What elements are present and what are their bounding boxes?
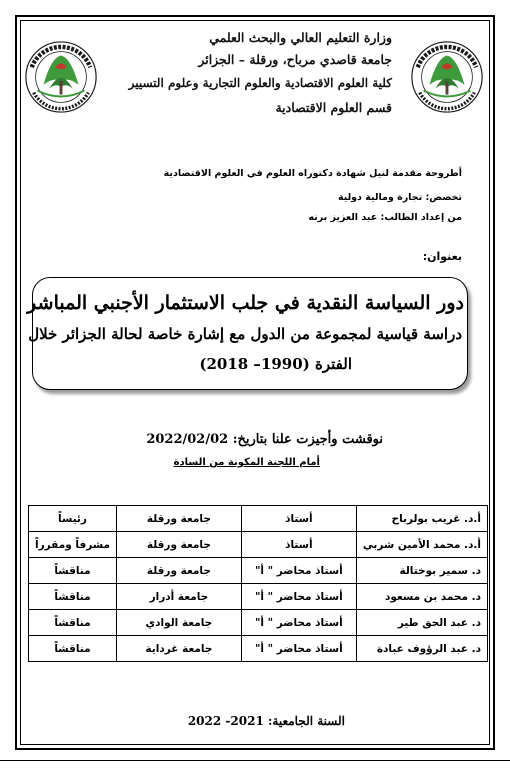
defense-date: نوقشت وأجيزت علنا بتاريخ: 2022/02/02 <box>146 432 383 447</box>
jury-university: جامعة ورقلة <box>116 558 241 584</box>
jury-name: د. عبد الرؤوف عبادة <box>356 636 487 662</box>
jury-rank: أستاذ محاضر " أ" <box>241 584 356 610</box>
jury-university: جامعة الوادي <box>116 610 241 636</box>
thesis-subtitle-line2: الفترة (1990– 2018) <box>199 355 352 373</box>
thesis-title: دور السياسة النقدية في جلب الاستثمار الأجنبي المباشر <box>27 292 464 314</box>
jury-role: رئيساً <box>29 506 117 532</box>
thesis-subtitle-line1: دراسة قياسية لمجموعة من الدول مع إشارة خاصة لحالة الجزائر خلال <box>28 325 462 343</box>
academic-year: السنة الجامعية: 2021- 2022 <box>187 714 345 728</box>
faculty-name: كلية العلوم الاقتصادية والعلوم التجارية وعلوم التسيير <box>128 76 392 90</box>
thesis-specialty: تخصص: تجارة ومالية دولية <box>337 192 462 203</box>
jury-role: مناقشاً <box>29 610 117 636</box>
university-logo-right-icon <box>408 38 486 116</box>
jury-name: أ.د. محمد الأمين شربي <box>356 532 487 558</box>
ministry-name: وزارة التعليم العالي والبحث العلمي <box>209 30 392 45</box>
jury-name: د. عبد الحق طير <box>356 610 487 636</box>
table-row <box>29 636 488 662</box>
jury-rank: أستاذ <box>241 506 356 532</box>
table-row <box>29 532 488 558</box>
jury-rank: أستاذ <box>241 532 356 558</box>
university-logo-left-icon <box>22 38 100 116</box>
jury-table <box>28 505 488 662</box>
jury-university: جامعة ورقلة <box>116 532 241 558</box>
jury-rank: أستاذ محاضر " أ" <box>241 636 356 662</box>
table-row <box>29 558 488 584</box>
table-row <box>29 506 488 532</box>
jury-role: مناقشاً <box>29 584 117 610</box>
jury-name: د. سمير بوختالة <box>356 558 487 584</box>
jury-rank: أستاذ محاضر " أ" <box>241 558 356 584</box>
jury-university: جامعة غرداية <box>116 636 241 662</box>
jury-caption: أمام اللجنة المكونة من السادة <box>173 457 320 468</box>
department-name: قسم العلوم الاقتصادية <box>275 100 392 115</box>
jury-university: جامعة ورقلة <box>116 506 241 532</box>
table-row <box>29 584 488 610</box>
jury-role: مشرفاً ومقرراً <box>29 532 117 558</box>
jury-role: مناقشاً <box>29 558 117 584</box>
thesis-author: من إعداد الطالب: عبد العزيز برنه <box>308 212 462 223</box>
jury-university: جامعة أدرار <box>116 584 241 610</box>
jury-name: د. محمد بن مسعود <box>356 584 487 610</box>
bottom-rule <box>0 760 510 761</box>
jury-role: مناقشاً <box>29 636 117 662</box>
jury-rank: أستاذ محاضر " أ" <box>241 610 356 636</box>
university-name: جامعة قاصدي مرباح، ورقلة – الجزائر <box>198 52 392 67</box>
thesis-type: أطروحة مقدمة لنيل شهادة دكتوراه العلوم في العلوم الاقتصادية <box>163 168 462 179</box>
table-row <box>29 610 488 636</box>
jury-name: أ.د. غريب بولرباح <box>356 506 487 532</box>
title-label: بعنوان: <box>422 250 462 263</box>
